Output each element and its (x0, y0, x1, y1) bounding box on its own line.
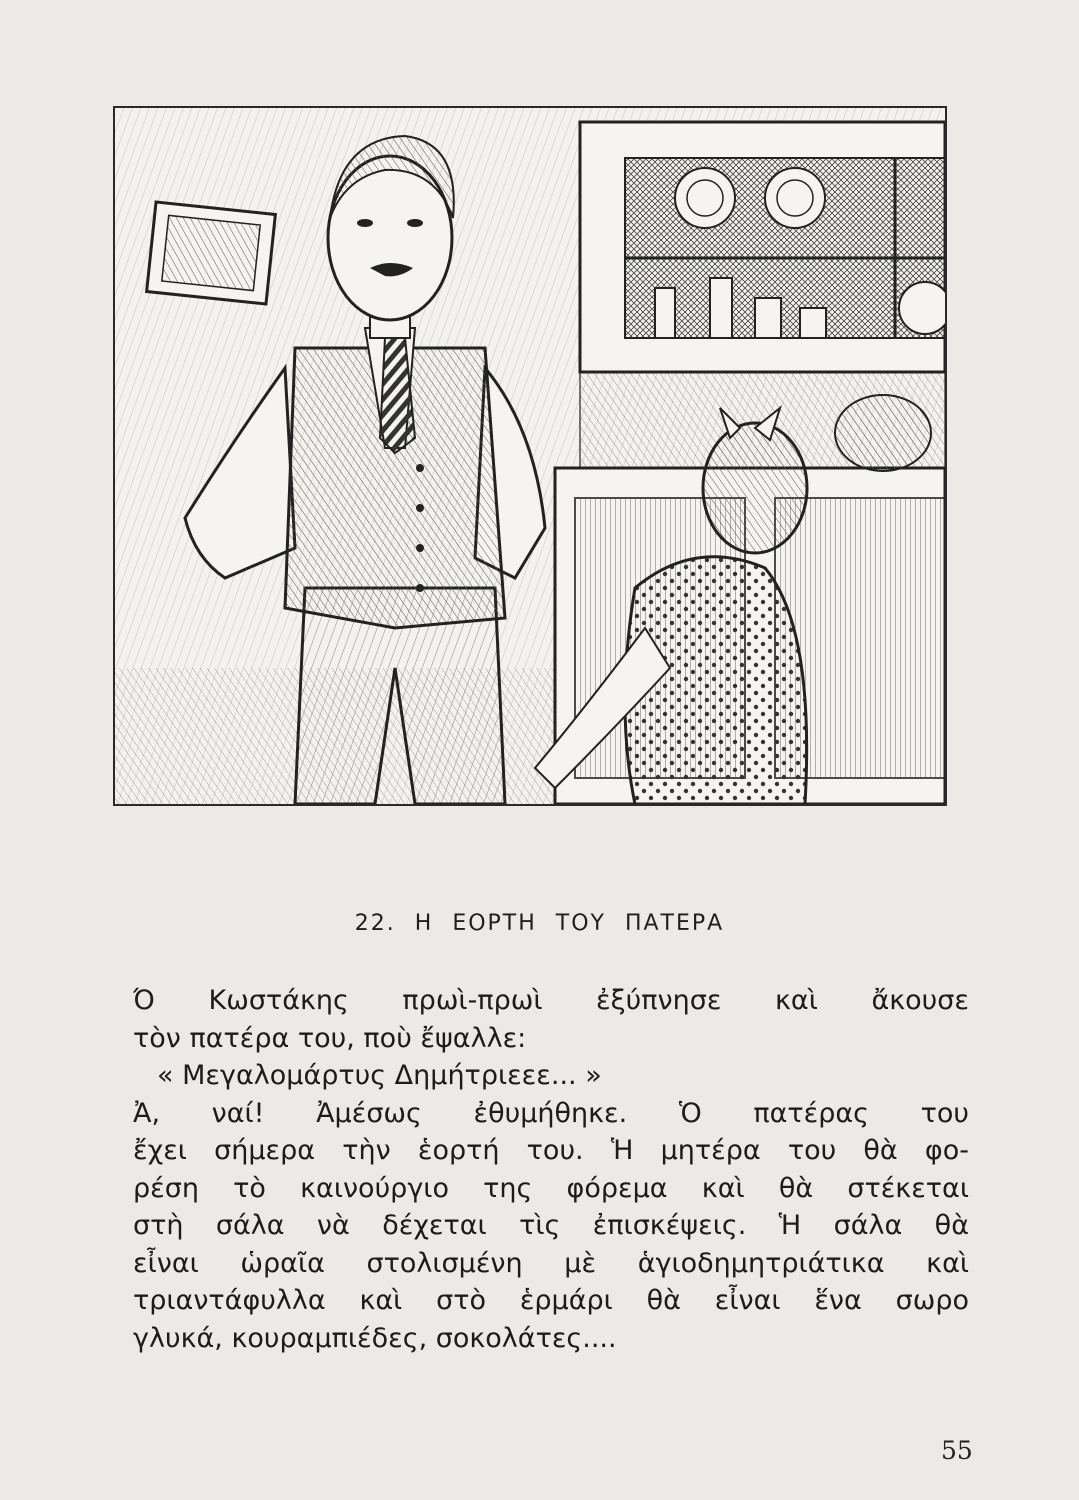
illustration (113, 106, 947, 806)
text-line: γλυκά, κουραμπιέδες, σοκολάτες.... (133, 1322, 617, 1354)
father-and-daughter-illustration (115, 108, 945, 804)
chapter-title: Η ΕΟΡΤΗ ΤΟΥ ΠΑΤΕΡΑ (414, 911, 725, 936)
page-number: 55 (941, 1436, 973, 1465)
story-paragraph (133, 982, 969, 1357)
chapter-heading (0, 911, 1079, 936)
text-line: ἔχει σήμερα τὴν ἑορτή του. Ἡ μητέρα του θὰ φο- (133, 1135, 969, 1166)
text-line: Ό Κωστάκης πρωὶ-πρωὶ ἐξύπνησε καὶ ἄκουσε (133, 985, 969, 1016)
text-line: τὸν πατέρα του, ποὺ ἔψαλλε: (133, 1022, 527, 1054)
text-line: Ἀ, ναί! Ἀμέσως ἐθυμήθηκε. Ὁ πατέρας του (133, 1097, 969, 1129)
text-line: στὴ σάλα νὰ δέχεται τὶς ἐπισκέψεις. Ἡ σάλα θὰ (133, 1210, 969, 1241)
text-line: εἶναι ὡραῖα στολισμένη μὲ ἁγιοδημητριάτικα καὶ (133, 1247, 969, 1279)
text-line: τριαντάφυλλα καὶ στὸ ἑρμάρι θὰ εἶναι ἕνα σωρο (133, 1285, 969, 1316)
text-line: « Μεγαλομάρτυς Δημήτριεεε... » (157, 1060, 602, 1091)
text-line: ρέση τὸ καινούργιο της φόρεμα καὶ θὰ στέκεται (133, 1172, 969, 1204)
chapter-number: 22. (354, 911, 396, 936)
